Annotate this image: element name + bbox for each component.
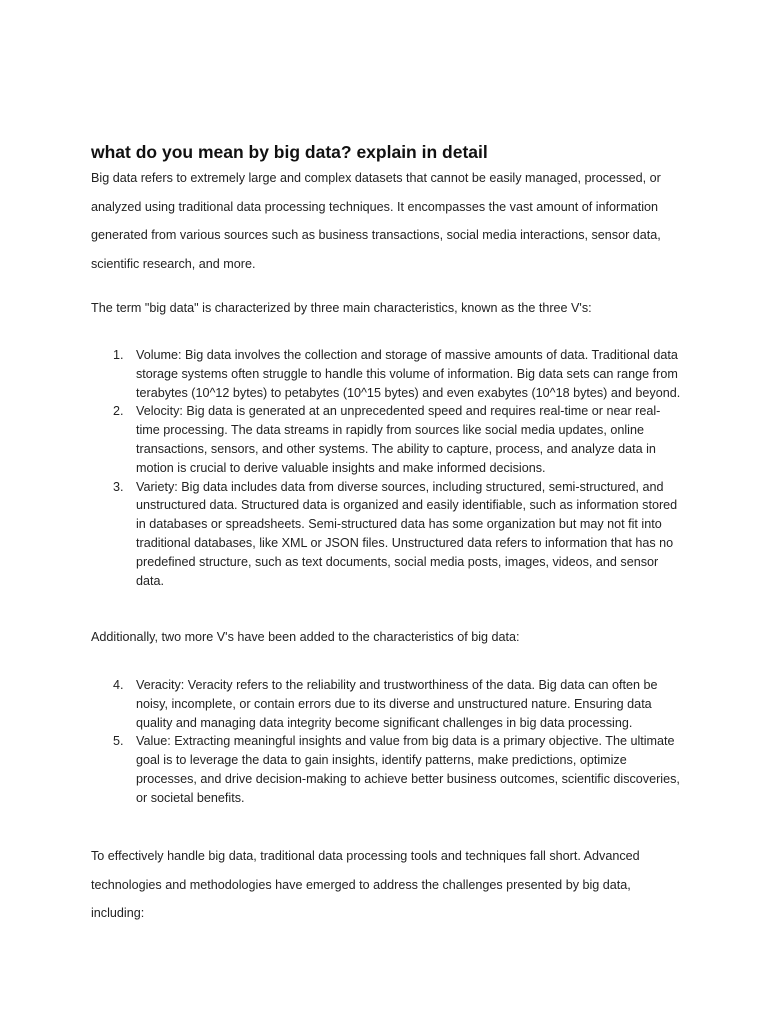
list-number: 3. <box>113 479 124 494</box>
list-item-veracity <box>91 676 681 732</box>
list-number: 2. <box>113 404 124 419</box>
additional-intro-paragraph: Additionally, two more V's have been added to the characteristics of big data: <box>91 630 520 644</box>
additional-vs-list <box>91 676 681 808</box>
closing-paragraph: To effectively handle big data, traditional data processing tools and techniques fall short. Advanced technologies and methodologies have emerged to address the challenges presented by big data, including: <box>91 849 640 921</box>
list-number: 4. <box>113 678 124 692</box>
list-item-text: Value: Extracting meaningful insights and value from big data is a primary objective. The ultimate goal is to leverage the data to gain insights, identify patterns, make predictions, optimize processes, and drive decision-making to achieve better business outcomes, scientific discoveries, or societal benefits. <box>136 734 680 805</box>
list-item-text: Velocity: Big data is generated at an unprecedented speed and requires real-time or near real-time processing. The data streams in rapidly from sources like social media updates, online transactions, sensors, and other systems. The ability to capture, process, and analyze data in motion is crucial to derive valuable insights and make informed decisions. <box>136 404 661 475</box>
list-item-velocity <box>91 402 681 477</box>
characteristics-intro-paragraph: The term "big data" is characterized by three main characteristics, known as the three V's: <box>91 301 592 315</box>
list-item-variety <box>91 478 681 591</box>
list-item-text: Variety: Big data includes data from diverse sources, including structured, semi-structured, and unstructured data. Structured data is organized and easily identifiable, such as information stored in databases or spreadsheets. Semi-structured data has some organization but may not fit into traditional databases, like XML or JSON files. Unstructured data refers to information that has no predefined structure, such as text documents, social media posts, images, videos, and sensor data. <box>136 479 678 588</box>
three-vs-list <box>91 346 681 590</box>
list-item-volume <box>91 346 681 402</box>
list-number: 5. <box>113 734 124 749</box>
list-item-text: Veracity: Veracity refers to the reliability and trustworthiness of the data. Big data can often be noisy, incomplete, or contain errors due to its diverse and unstructured nature. Ensuring data quality and managing data integrity become significant challenges in big data processing. <box>136 678 658 730</box>
document-title: what do you mean by big data? explain in detail <box>91 142 488 162</box>
list-number: 1. <box>113 348 124 362</box>
intro-paragraph: Big data refers to extremely large and complex datasets that cannot be easily managed, processed, or analyzed using traditional data processing techniques. It encompasses the vast amount of information generated from various sources such as business transactions, social media interactions, sensor data, scientific research, and more. <box>91 171 661 271</box>
list-item-text: Volume: Big data involves the collection and storage of massive amounts of data. Traditional data storage systems often struggle to handle this volume of information. Big data sets can range from terabytes (10^12 bytes) to petabytes (10^15 bytes) and even exabytes (10^18 bytes) and beyond. <box>136 348 681 400</box>
list-item-value <box>91 732 681 807</box>
